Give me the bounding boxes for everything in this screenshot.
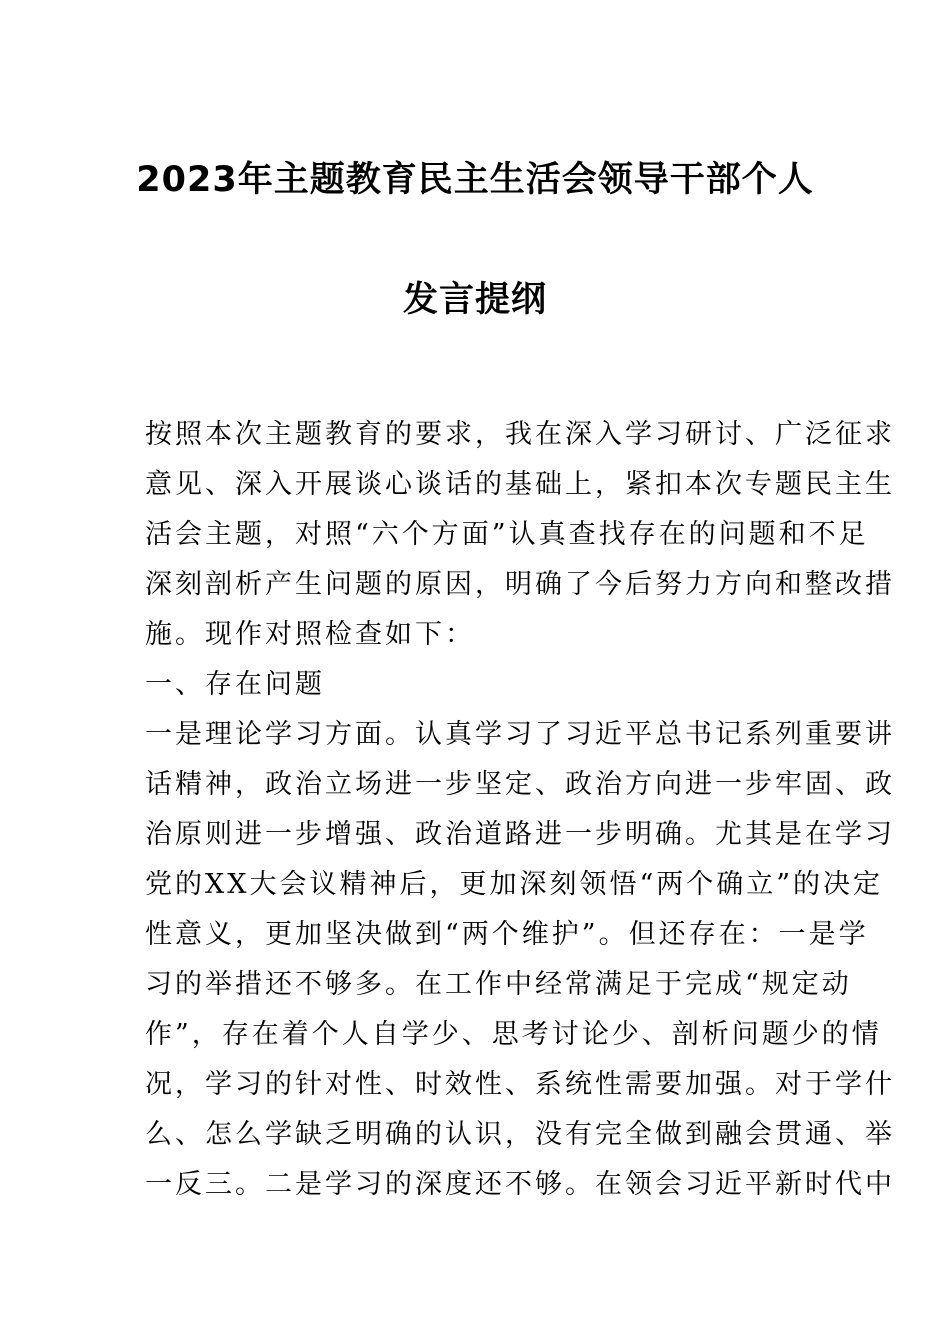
body-line: 一是理论学习方面。认真学习了习近平总书记系列重要讲 bbox=[145, 719, 895, 750]
document-body bbox=[145, 410, 895, 1210]
body-line: 话精神，政治立场进一步坚定、政治方向进一步牢固、政 bbox=[145, 769, 895, 800]
body-line: 么、怎么学缺乏明确的认识，没有完全做到融会贯通、举 bbox=[145, 1119, 895, 1150]
body-line: 一反三。二是学习的深度还不够。在领会习近平新时代中 bbox=[145, 1169, 895, 1200]
document-title-line-1: 2023年主题教育民主生活会领导干部个人 bbox=[136, 160, 814, 200]
body-line: 党的XX大会议精神后，更加深刻领悟“两个确立”的决定 bbox=[145, 869, 884, 900]
body-line: 意见、深入开展谈心谈话的基础上，紧扣本次专题民主生 bbox=[145, 469, 895, 500]
section-heading: 一、存在问题 bbox=[145, 669, 325, 700]
body-line: 活会主题，对照“六个方面”认真查找存在的问题和不足 bbox=[145, 519, 869, 550]
body-line: 按照本次主题教育的要求，我在深入学习研讨、广泛征求 bbox=[145, 419, 895, 450]
body-line: 况，学习的针对性、时效性、系统性需要加强。对于学什 bbox=[145, 1069, 895, 1100]
body-line: 施。现作对照检查如下： bbox=[145, 619, 475, 650]
body-line: 深刻剖析产生问题的原因，明确了今后努力方向和整改措 bbox=[145, 569, 895, 600]
body-line: 性意义，更加坚决做到“两个维护”。但还存在：一是学 bbox=[145, 919, 869, 950]
body-line: 习的举措还不够多。在工作中经常满足于完成“规定动 bbox=[145, 969, 852, 1000]
body-line: 作”，存在着个人自学少、思考讨论少、剖析问题少的情 bbox=[145, 1019, 882, 1050]
body-line: 治原则进一步增强、政治道路进一步明确。尤其是在学习 bbox=[145, 819, 895, 850]
document-title-line-2: 发言提纲 bbox=[402, 280, 547, 320]
